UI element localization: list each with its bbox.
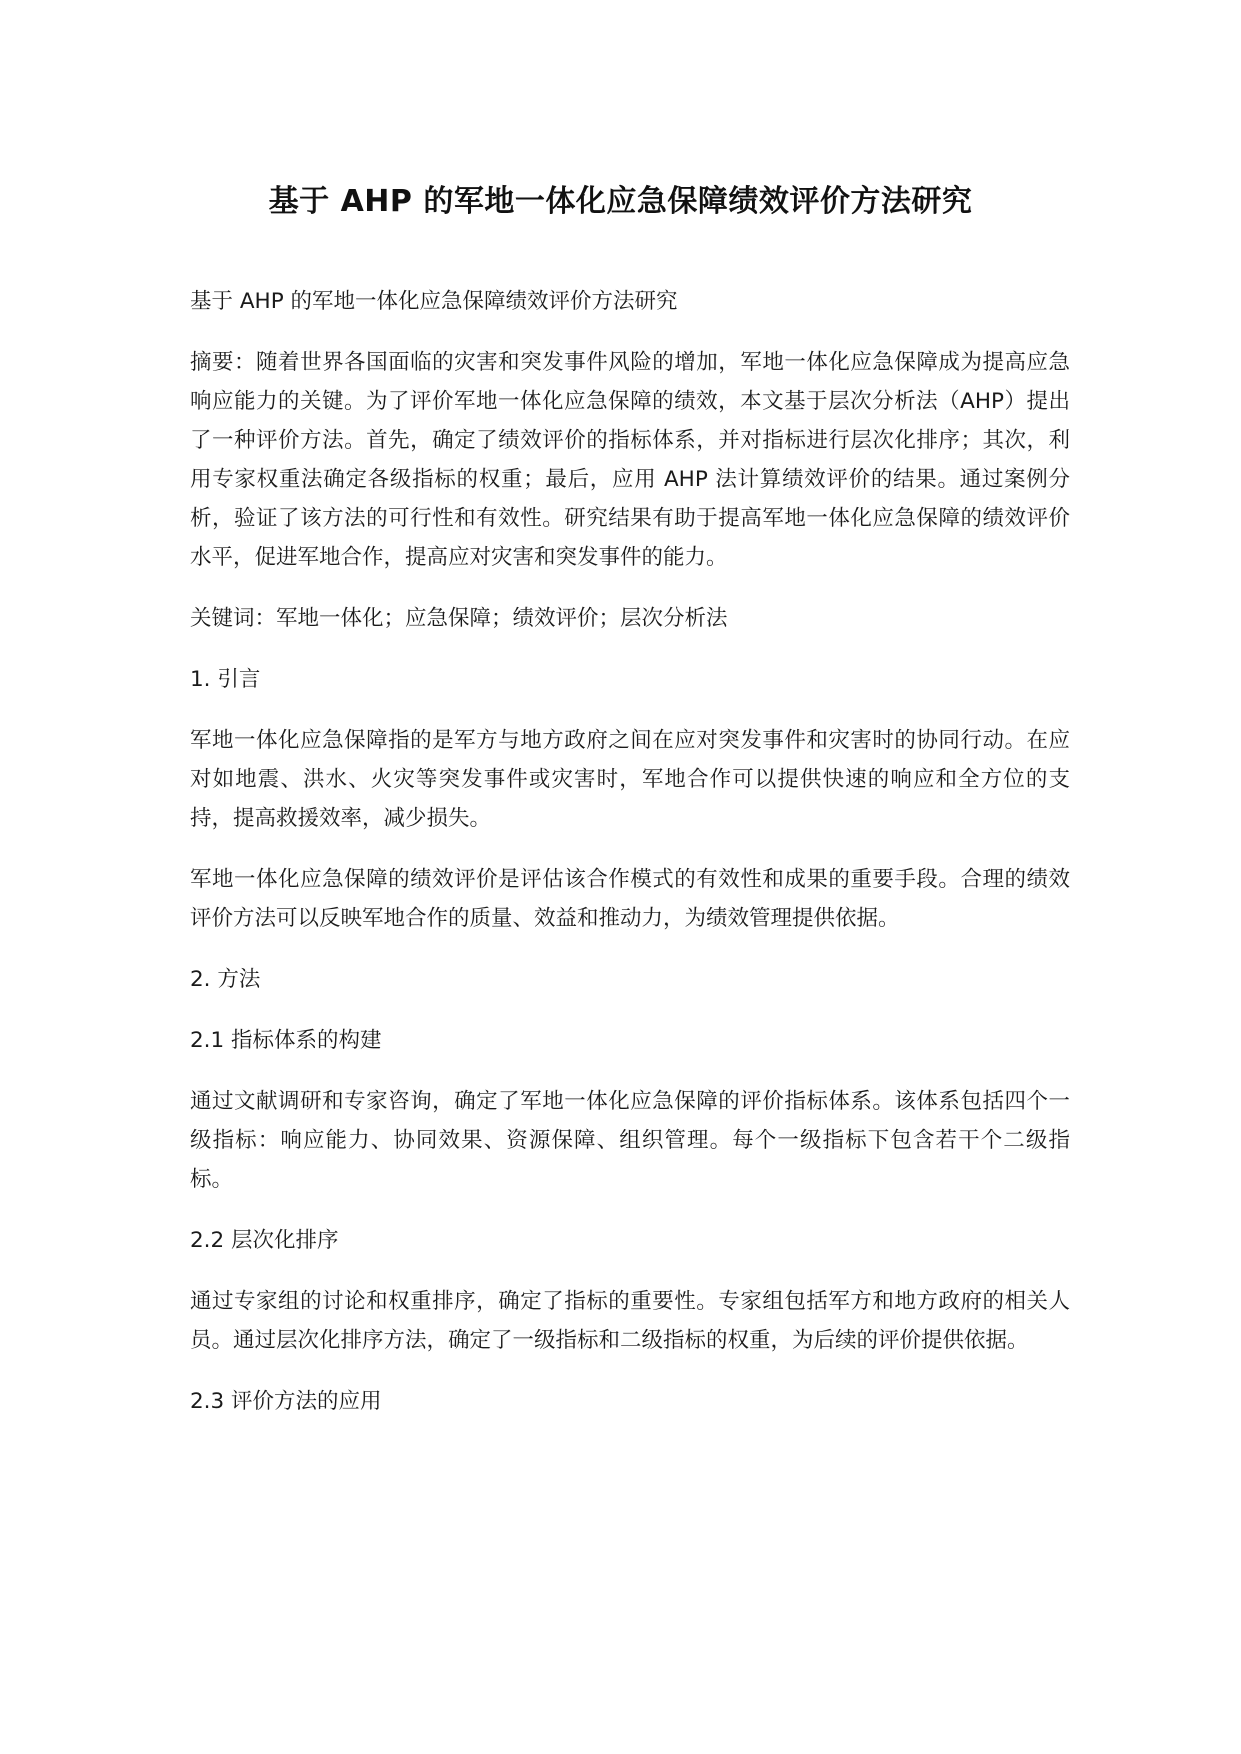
subsection-heading-hierarchical-ranking: 2.2 层次化排序 (190, 1228, 339, 1253)
subtitle-paragraph: 基于 AHP 的军地一体化应急保障绩效评价方法研究 (190, 289, 678, 314)
keywords-paragraph: 关键词：军地一体化；应急保障；绩效评价；层次分析法 (190, 606, 728, 631)
document-title: 基于 AHP 的军地一体化应急保障绩效评价方法研究 (268, 184, 973, 219)
document-body (190, 282, 1070, 1443)
abstract-paragraph: 摘要：随着世界各国面临的灾害和突发事件风险的增加，军地一体化应急保障成为提高应急响应能力的关键。为了评价军地一体化应急保障的绩效，本文基于层次分析法（AHP）提出了一种评价方法。首先，确定了绩效评价的指标体系，并对指标进行层次化排序；其次，利用专家权重法确定各级指标的权重；最后，应用 AHP 法计算绩效评价的结果。通过案例分析，验证了该方法的可行性和有效性。研究结果有助于提高军地一体化应急保障的绩效评价水平，促进军地合作，提高应对灾害和突发事件的能力。 (190, 350, 1070, 570)
subsection-heading-method-application: 2.3 评价方法的应用 (190, 1389, 382, 1414)
subsection-heading-indicator-system: 2.1 指标体系的构建 (190, 1028, 382, 1053)
hierarchical-ranking-paragraph: 通过专家组的讨论和权重排序，确定了指标的重要性。专家组包括军方和地方政府的相关人员。通过层次化排序方法，确定了一级指标和二级指标的权重，为后续的评价提供依据。 (190, 1289, 1070, 1353)
introduction-paragraph-1: 军地一体化应急保障指的是军方与地方政府之间在应对突发事件和灾害时的协同行动。在应对如地震、洪水、火灾等突发事件或灾害时，军地合作可以提供快速的响应和全方位的支持，提高救援效率，减少损失。 (190, 728, 1070, 831)
introduction-paragraph-2: 军地一体化应急保障的绩效评价是评估该合作模式的有效性和成果的重要手段。合理的绩效评价方法可以反映军地合作的质量、效益和推动力，为绩效管理提供依据。 (190, 867, 1070, 931)
indicator-system-paragraph: 通过文献调研和专家咨询，确定了军地一体化应急保障的评价指标体系。该体系包括四个一级指标：响应能力、协同效果、资源保障、组织管理。每个一级指标下包含若干个二级指标。 (190, 1089, 1070, 1192)
section-heading-method: 2. 方法 (190, 967, 261, 992)
section-heading-introduction: 1. 引言 (190, 667, 261, 692)
